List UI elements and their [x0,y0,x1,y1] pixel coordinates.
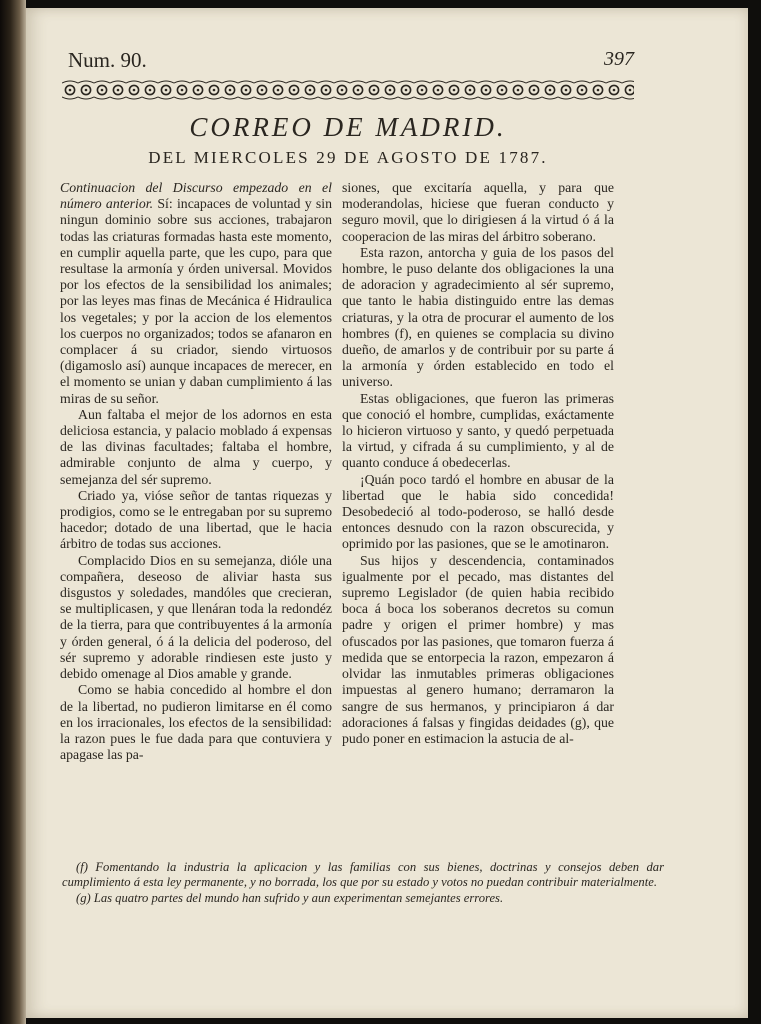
ornament-chain-icon [62,78,634,102]
paragraph: Estas obligaciones, que fueron las primeras que conoció el hombre, cumplidas, exáctamente lo hicieron virtuoso y santo, y quedó perpetuada la virtud, y cifrada á su cumplimiento, y al de quanto conduce á obedecerlas. [342,390,614,471]
paragraph: ¡Quán poco tardó el hombre en abusar de la libertad que le habia sido concedida! Desobedeció al todo-poderoso, se halló desde entonces desnudo con la razon obscurecida, y oprimido por las pasiones, que se le amotinaron. [342,471,614,552]
paragraph: Criado ya, vióse señor de tantas riquezas y prodigios, como se le entregaban por su supremo hacedor; dotado de una libertad, que le hacia árbitro de todas sus acciones. [60,487,332,552]
paragraph: Complacido Dios en su semejanza, dióle una compañera, deseoso de aliviar hasta sus disgustos y soledades, mandóles que crecieran, se multiplicasen, y que llenáran toda la redondéz de la tierra, para que contribuyentes á la armonía y órden general, ó á la delicia del poderoso, del sér supremo y adorable rindiesen este justo y debido omenage al Dios amable y grande. [60,552,332,682]
ornamental-border [62,78,634,102]
page-number: 397 [604,48,634,70]
paragraph: Esta razon, antorcha y guia de los pasos del hombre, le puso delante dos obligaciones la una de adoracion y agradecimiento al sér supremo, que tanto le habia distinguido entre las demas criaturas, y la otra de procurar el aumento de los hombres (f), en quienes se complacia su divino dueño, de amarlos y de contribuir por su parte á la armonía y órden establecido en todo el universo. [342,244,614,390]
masthead-title: CORREO DE MADRID. [189,112,507,142]
book-binding [0,0,26,1024]
footnotes [62,860,664,907]
right-column [342,180,614,747]
newspaper-page [26,8,748,1018]
paragraph: Sus hijos y descendencia, contaminados igualmente por el pecado, mas distantes del supremo Legislador (de quien habia recibido boca á boca los soberanos decretos su comun padre y origen el primer hombre) y mas ofuscados por las pasiones, que tomaron fuerza á medida que se entorpecia la razon, empezaron á olvidar las inmutables primeras obligaciones impuestas al genero humano; derramaron la sangre de sus hermanos, y principiaron á dar adoraciones á falsas y fingidas deidades (g), que pudo poner en estimacion la astucia de al- [342,552,614,746]
footnote-f: (f) Fomentando la industria la aplicacion y las familias con sus bienes, doctrinas y consejos deben dar cumplimiento á esta ley permanente, y no borrada, los que por su estado y votos no puedan contribuir materialmente. [62,860,664,889]
issue-number: Num. 90. [68,48,147,72]
paragraph: Como se habia concedido al hombre el don de la libertad, no pudieron limitarse en él como en los irracionales, los efectos de la sensibilidad: la razon pues le fue dada para que contuviera y apagase las pa- [60,682,332,763]
opening-text: Sí: incapaces de voluntad y sin ningun dominio sobre sus acciones, trabajaron todas las criaturas formadas hasta este momento, en cumplir aquella parte, que les cupo, para que resultase la armonía y órden universal. Movidos por los efectos de la sensibilidad los animales; por las leyes mas finas de Mecánica é Hidraulica los vegetales; y por la accion de los elementos los cuerpos no organizados; todos se afanaron en complacer á su criador, siendo virtuosos (digamoslo así) aunque incapaces de merecer, en el momento se unian y daban cumplimiento á las miras de su señor. [60,196,332,406]
left-column [60,180,332,763]
page-header [62,42,634,74]
dateline: DEL MIERCOLES 29 DE AGOSTO DE 1787. [148,148,548,167]
opening-paragraph [60,180,332,407]
article-lead: Continuacion del Discurso empezado en el número anterior. [60,180,332,212]
footnote-g: (g) Las quatro partes del mundo han sufrido y aun experimentan semejantes errores. [76,891,504,905]
continuation-paragraph: siones, que excitaría aquella, y para que moderandolas, hiciese que fueran conducto y seguro movil, que lo dirigiesen á la virtud ó á la cooperacion de las miras del árbitro soberano. [342,180,614,244]
paragraph: Aun faltaba el mejor de los adornos en esta deliciosa estancia, y palacio moblado á expensas de las divinas facultades; faltaba el hombre, admirable conjunto de alma y cuerpo, y semejanza del sér supremo. [60,406,332,487]
